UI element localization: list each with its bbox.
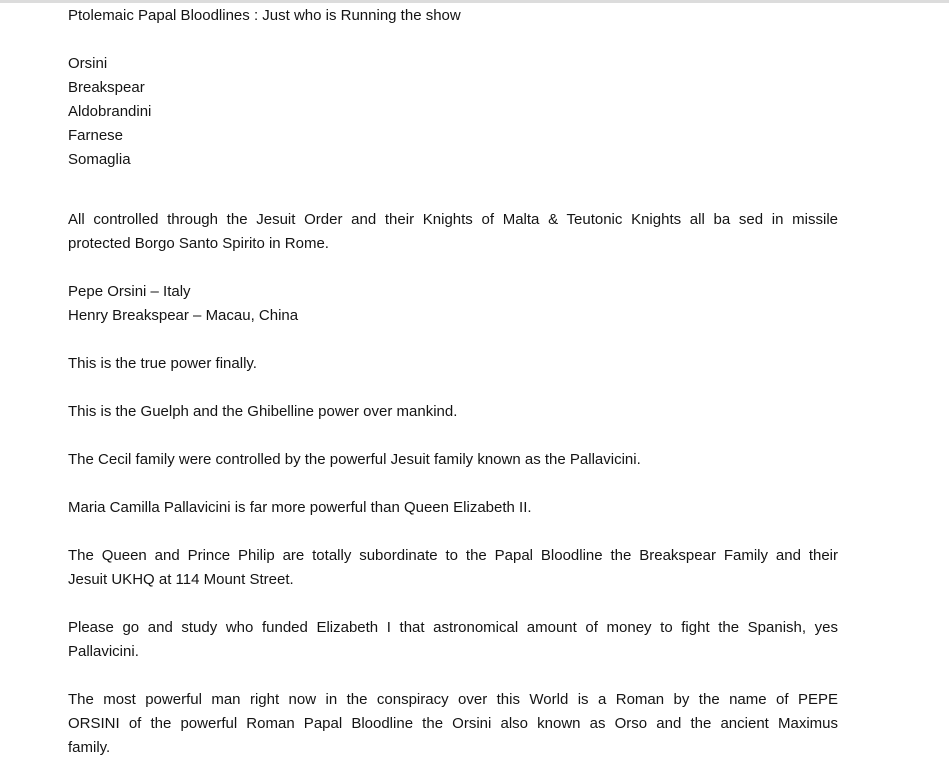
page-title: Ptolemaic Papal Bloodlines : Just who is Running the show	[68, 7, 461, 24]
paragraph-line: Maria Camilla Pallavicini is far more powerful than Queen Elizabeth II.	[68, 499, 532, 516]
paragraph-line: family.	[68, 739, 111, 756]
paragraph-line: Pallavicini.	[68, 643, 139, 660]
paragraph-cecil	[68, 448, 838, 472]
paragraph-funded	[68, 616, 838, 664]
paragraph-line: All controlled through the Jesuit Order and their Knights of Malta & Teutonic Knights all ba sed in missile	[68, 211, 838, 228]
paragraph-queen	[68, 544, 838, 592]
paragraph-line: Jesuit UKHQ at 114 Mount Street.	[68, 571, 294, 588]
paragraph-most-powerful	[68, 688, 838, 760]
family-name: Breakspear	[68, 79, 145, 96]
paragraph-line: The Cecil family were controlled by the powerful Jesuit family known as the Pallavicini.	[68, 451, 641, 468]
paragraph-line: This is the true power finally.	[68, 355, 257, 372]
family-name: Orsini	[68, 55, 108, 72]
paragraph-line: protected Borgo Santo Spirito in Rome.	[68, 235, 329, 252]
family-name: Farnese	[68, 127, 124, 144]
paragraph-maria	[68, 496, 838, 520]
family-name: Aldobrandini	[68, 103, 152, 120]
paragraph-controlled	[68, 208, 838, 256]
paragraph-guelph	[68, 400, 838, 424]
paragraph-line: ORSINI of the powerful Roman Papal Bloodline the Orsini also known as Orso and the ancient Maximus	[68, 715, 838, 732]
paragraph-line: Henry Breakspear – Macau, China	[68, 307, 299, 324]
paragraph-leaders	[68, 280, 838, 328]
paragraph-line: Please go and study who funded Elizabeth I that astronomical amount of money to fight the Spanish, yes	[68, 619, 838, 636]
family-name-list	[68, 52, 838, 172]
paragraph-line: This is the Guelph and the Ghibelline power over mankind.	[68, 403, 458, 420]
paragraph-line: The most powerful man right now in the conspiracy over this World is a Roman by the name of PEPE	[68, 691, 838, 708]
paragraph-line: The Queen and Prince Philip are totally subordinate to the Papal Bloodline the Breakspear Family and their	[68, 547, 838, 564]
paragraph-line: Pepe Orsini – Italy	[68, 283, 191, 300]
family-name: Somaglia	[68, 151, 131, 168]
paragraph-true-power	[68, 352, 838, 376]
